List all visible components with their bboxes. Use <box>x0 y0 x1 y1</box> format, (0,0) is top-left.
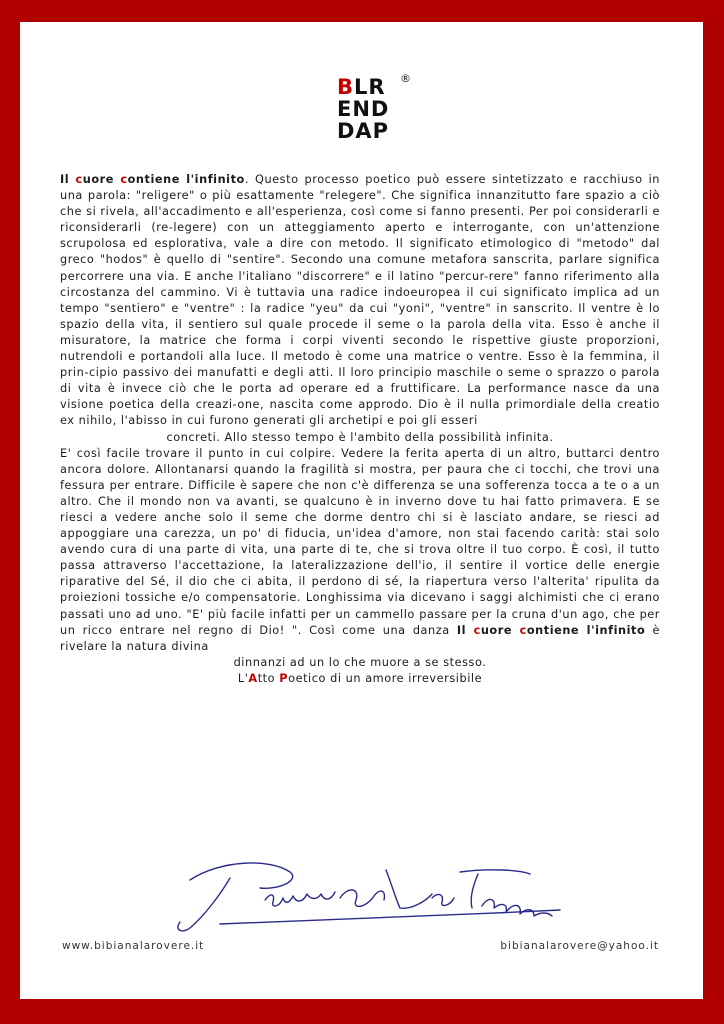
logo-line-2: END <box>337 97 390 121</box>
page-sheet <box>20 22 703 999</box>
logo-line-3: DAP <box>337 119 390 143</box>
body-text <box>60 172 660 687</box>
website-link[interactable]: www.bibianalarovere.it <box>62 940 205 952</box>
logo-line-1: BLR <box>337 75 386 99</box>
paragraph-1-end: concreti. Allo stesso tempo è l'ambito della possibilità infinita. <box>166 430 554 444</box>
paragraph-1: Il cuore contiene l'infinito. Questo processo poetico può essere sintetizzato e racchiuso in una parola: "religere" o più esattamente "relegere". Che significa innanzitutto fare spazio a ciò che si rivela, all'accadimento e all'esperienza, così come si fanno presenti. Per poi considerarli e riconsiderarli (re-legere) con un atteggiamento aperto e interrogante, con un'attenzione scrupolosa ed esplorativa, vale a dire con metodo. Il significato etimologico di "metodo" dal greco "hodos" è quello di "sentire". Secondo una comune metafora sanscrita, parlare significa percorrere una via. E anche l'italiano "discorrere" e il latino "percur-rere" fanno riferimento alla circostanza del cammino. Vi è tuttavia una radice indoeuropea il cui significato implica ad un tempo "sentiero" e "ventre" : la radice "yeu" da cui "yoni", "ventre" in sanscrito. Il ventre è lo spazio della vita, il sentiero sul quale procede il seme o la parola della vita. Esso è anche il misuratore, la matrice che forma i corpi viventi secondo le rispettive giuste proporzioni, nutrendoli e portandoli alla luce. Il metodo è come una matrice o ventre. Esso è la femmina, il prin-cipio passivo dei manufatti e degli atti. Il loro principio maschile o seme o sprazzo o parola di vita è invece ciò che le porta ad operare ed a fruttificare. La performance nasce da una visione poetica della creazi-one, nascita come approdo. Dio è il nulla primordiale della creatio ex nihilo, l'abisso in cui furono generati gli archetipi e poi gli esseri <box>60 173 660 428</box>
handwritten-signature <box>160 850 580 940</box>
email-link[interactable]: bibianalarovere@yahoo.it <box>500 940 659 952</box>
closing-line-2: L'Atto Poetico di un amore irreversibile <box>237 671 483 685</box>
title-phrase: Il cuore contiene l'infinito <box>60 173 245 186</box>
registered-mark: ® <box>400 72 411 85</box>
paragraph-2: E' così facile trovare il punto in cui colpire. Vedere la ferita aperta di un altro, buttarci dentro ancora dolore. Allontanarsi quando la fragilità si mostra, per paura che ci tocchi, che trovi una fessura per entrare. Difficile è sapere che non c'è differenza se una sofferenza tocca a te o a un altro. Che il mondo non va avanti, se qualcuno è in inverno dove tu hai fatto primavera. E se riesci a vedere anche solo il seme che dorme dentro chi si è lasciato andare, se riesci ad appoggiare una carezza, un po' di fiducia, un'idea d'amore, non stai facendo carità: stai solo avendo cura di una parte di vita, una parte di te, che si trova oltre il tuo corpo. È così, il tutto passa attraverso l'accettazione, la lateralizzazione dell'io, il sentire il vortice delle energie riparative del Sé, il dio che ci abita, il perdono di sé, la riapertura verso l'alterita' ripulita da proiezioni tossiche e/o compensatorie. Longhissima via dicevano i saggi alchimisti che ci erano passati uno ad uno. "E' più facile infatti per un cammello passare per la cruna d'un ago, che per un ricco entrare nel regno di Dio! ". Così come una danza Il cuore contiene l'infinito è rivelare la natura divina <box>60 446 660 653</box>
title-phrase-repeat: Il cuore contiene l'infinito <box>456 623 646 637</box>
closing-line-1: dinnanzi ad un lo che muore a se stesso. <box>233 655 487 669</box>
brand-logo <box>337 72 411 156</box>
